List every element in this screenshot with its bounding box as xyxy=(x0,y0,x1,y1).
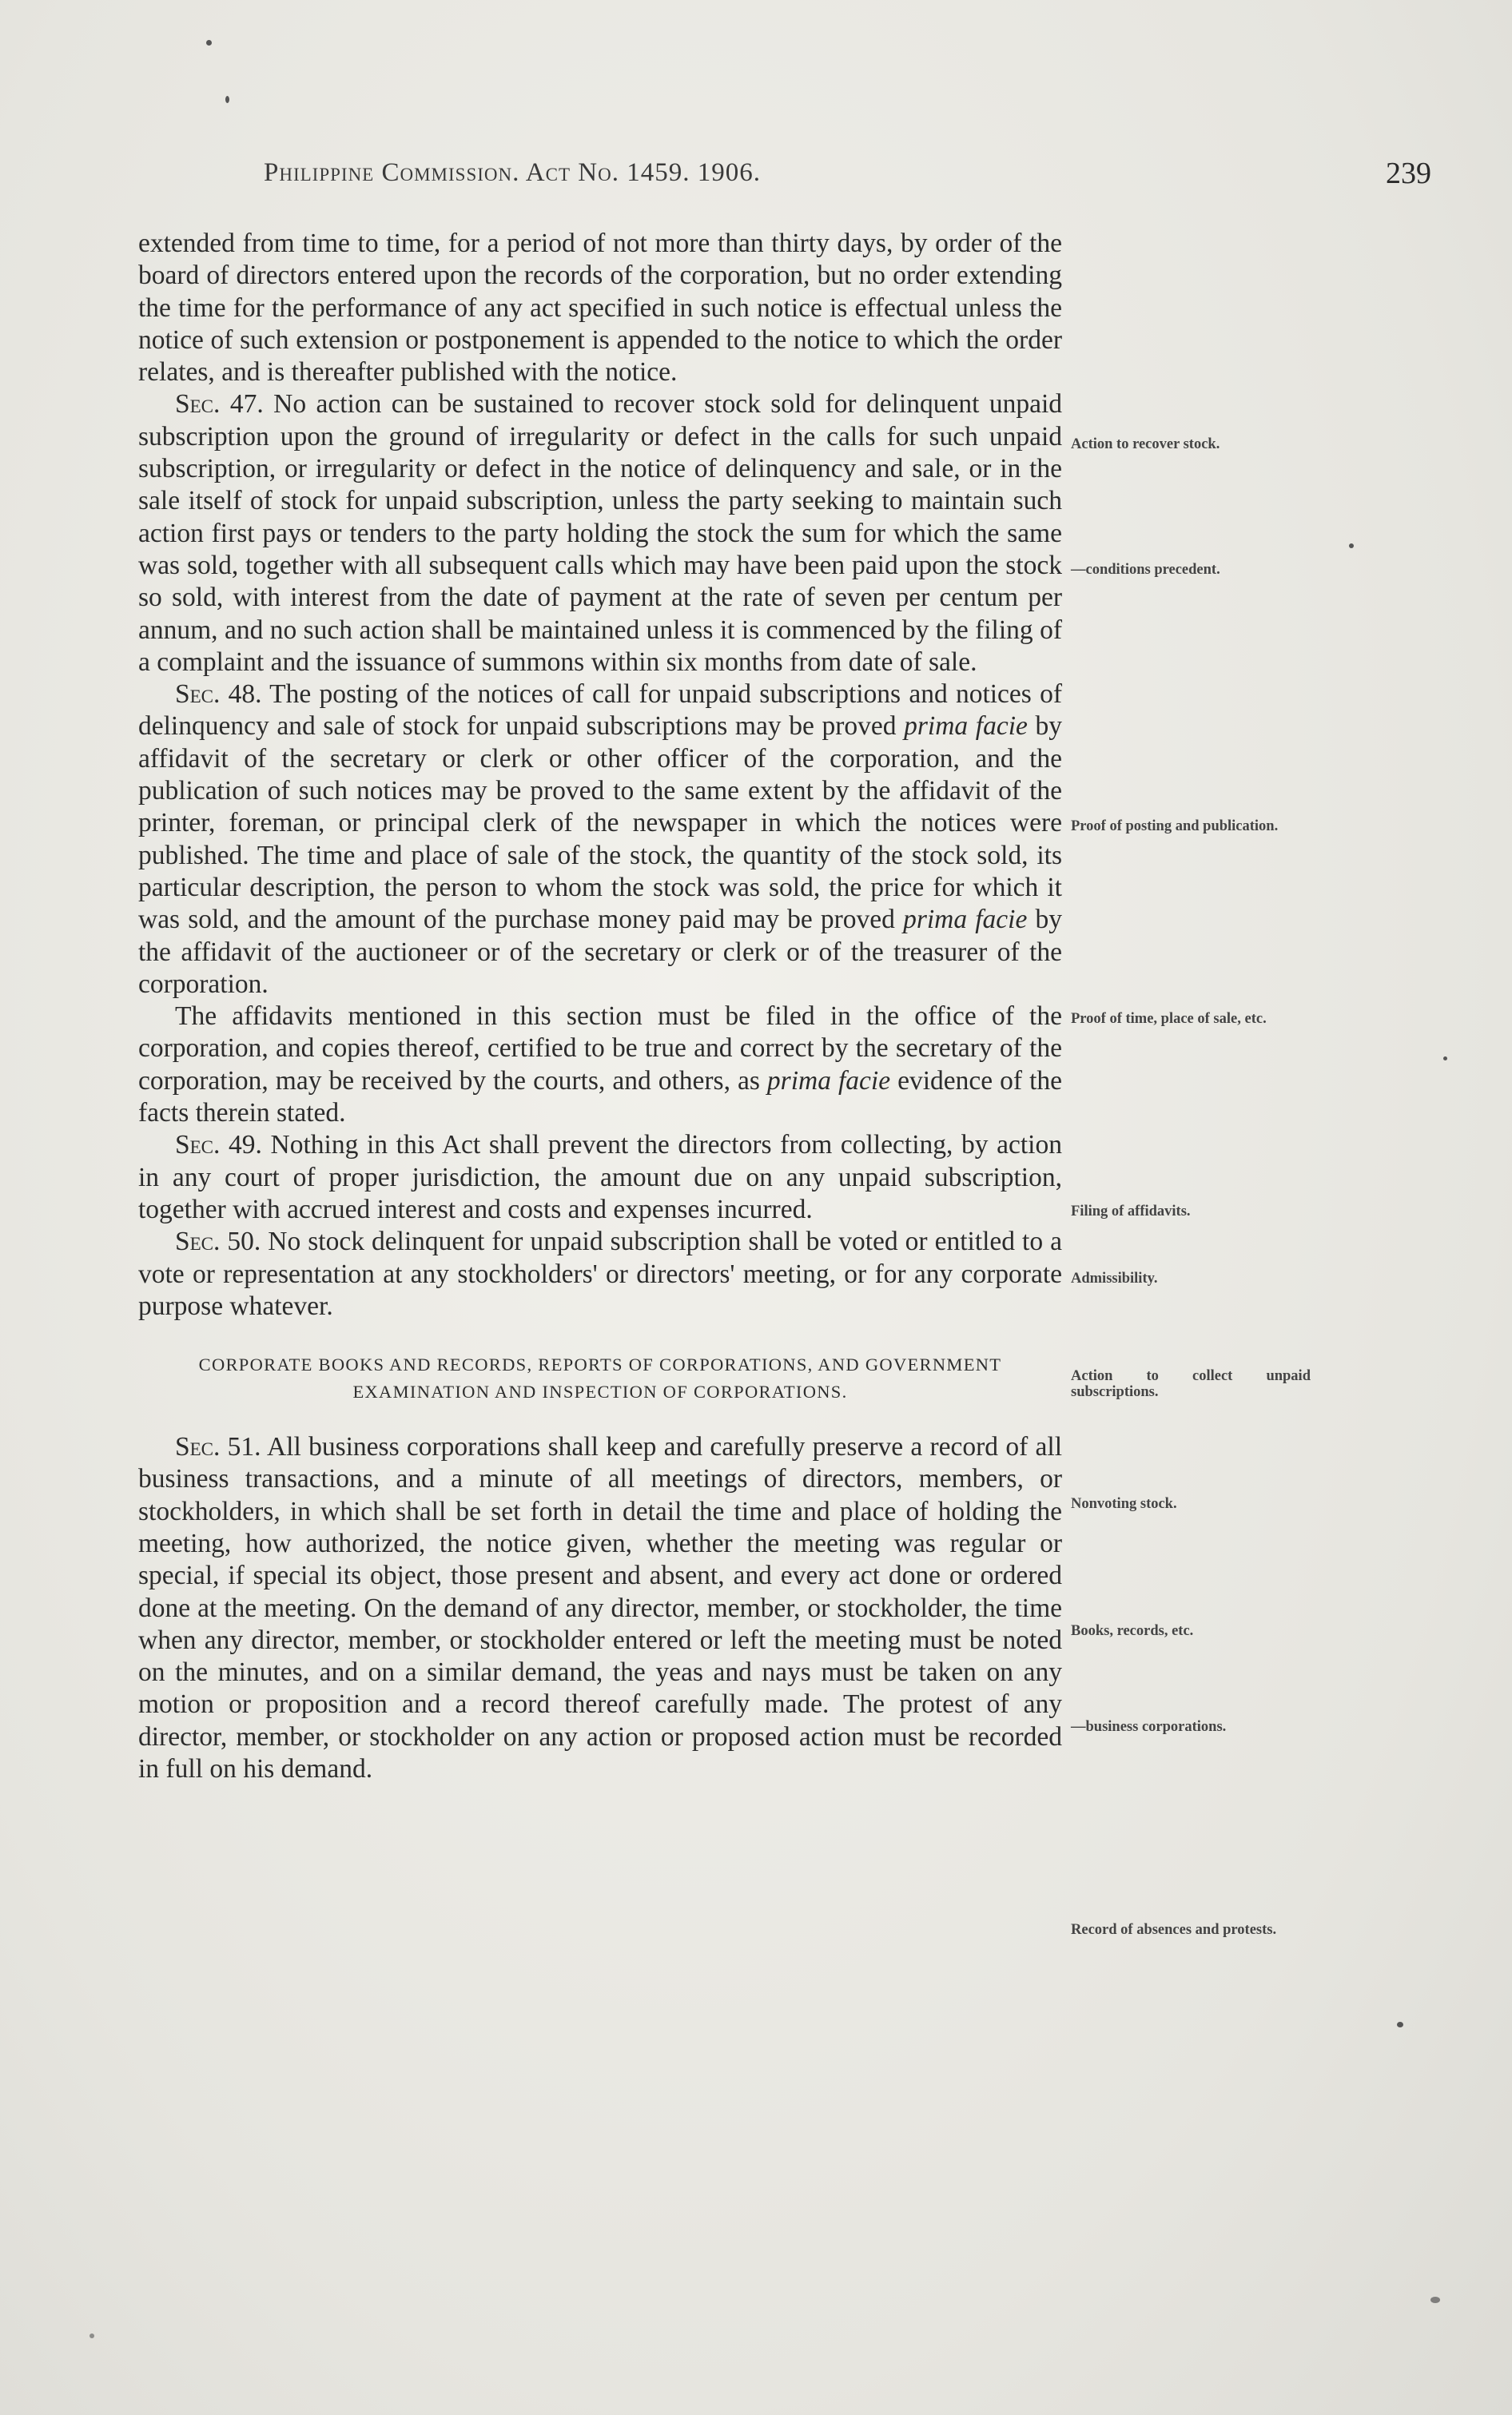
margin-note: —conditions precedent. xyxy=(1071,562,1220,578)
section-number: Sec. 49. xyxy=(175,1130,262,1160)
margin-note: Books, records, etc. xyxy=(1071,1623,1194,1639)
margin-note: Record of absences and protests. xyxy=(1071,1922,1277,1938)
margin-note: Action to collect unpaid subscriptions. xyxy=(1071,1368,1311,1400)
running-title: Philippine Commission. Act No. 1459. 1906. xyxy=(264,158,761,187)
section-number: Sec. 50. xyxy=(175,1227,261,1257)
body-text xyxy=(138,228,1062,1785)
section-text: The affidavits mentioned in this section must be filed in the office of the corporation, and copies thereof, certified to be true and correct by the secretary of the corporation, may be received by the courts, and others, as xyxy=(138,1001,1062,1096)
section-text: All business corporations shall keep and carefully preserve a record of all business transactions, and a minute of all meetings of directors, members, or stockholders, in which shall be set forth in detail the time and place of holding the meeting, how authorized, the notice given, whether the meeting was regular or special, if special its object, those present and absent, and every act done or ordered done at the meeting. On the demand of any director, member, or stockholder, the time when any director, member, or stockholder entered or left the meeting must be noted on the minutes, and on a similar demand, the yeas and nays must be taken on any motion or proposition and a record thereof carefully made. The protest of any director, member, or stockholder on any action or proposed action must be recorded in full on his demand. xyxy=(138,1432,1062,1784)
margin-note: Filing of affidavits. xyxy=(1071,1204,1191,1219)
section-number: Sec. 51. xyxy=(175,1432,261,1462)
margin-note: Admissibility. xyxy=(1071,1271,1158,1287)
section-text: No action can be sustained to recover stock sold for delinquent unpaid subscription upon the ground of irregularity or defect in the calls for such unpaid subscription, or irregularity or defect in the notice of delinquency and sale, or in the sale itself of stock for unpaid subscription, unless the party seeking to maintain such action first pays or tenders to the party holding the stock the sum for which the same was sold, together with all subsequent calls which may have been paid upon the stock so sold, with interest from the date of payment at the rate of seven per centum per annum, and no such action shall be maintained unless it is commenced by the filing of a complaint and the issuance of summons within six months from date of sale. xyxy=(138,389,1062,677)
section-number: Sec. 48. xyxy=(175,679,262,710)
paragraph-sec-51 xyxy=(138,1431,1062,1785)
section-text: No stock delinquent for unpaid subscription shall be voted or entitled to a vote or representation at any stockholders' or directors' meeting, or for any corporate purpose whatever. xyxy=(138,1227,1062,1321)
italic-term: prima facie xyxy=(904,711,1028,742)
margin-note: Nonvoting stock. xyxy=(1071,1496,1177,1512)
paper-speck xyxy=(90,2333,94,2338)
paragraph-continuation: extended from time to time, for a period of not more than thirty days, by order of the board of directors entered upon the records of the corporation, but no order extending the time for the performance of any act specified in such notice is effectual unless the notice of such extension or postponement is appended to the notice to which the order relates, and is thereafter published with the notice. xyxy=(138,229,1062,388)
section-text: by the affidavit of the auctioneer or of the secretary or clerk or of the treasurer of the corporation. xyxy=(138,905,1063,999)
section-text: by affidavit of the secretary or clerk or other officer of the corporation, and the publication of such notices may be proved to the same extent by the affidavit of the printer, foreman, or principal clerk of the newspaper in which the notices were published. The time and place of sale of the stock, the quantity of the stock sold, its particular description, the person to whom the stock was sold, the price for which it was sold, and the amount of the purchase money paid may be proved xyxy=(138,711,1063,935)
section-text: Nothing in this Act shall prevent the directors from collecting, by action in any court of proper jurisdiction, the amount due on any unpaid subscription, together with accrued interest and costs and expenses incurred. xyxy=(138,1130,1062,1224)
paper-speck xyxy=(1349,543,1354,548)
section-text: evidence of the facts therein stated. xyxy=(138,1065,1063,1128)
margin-note: Proof of posting and publication. xyxy=(1071,818,1279,834)
paper-speck xyxy=(1397,2022,1403,2027)
italic-term: prima facie xyxy=(766,1065,891,1096)
margin-note: —business corporations. xyxy=(1071,1719,1227,1735)
italic-term: prima facie xyxy=(903,905,1028,935)
paper-speck xyxy=(225,96,229,103)
paragraph-sec-47 xyxy=(138,388,1062,678)
paragraph-affidavits xyxy=(138,1001,1062,1129)
paragraph-sec-50 xyxy=(138,1226,1062,1323)
page-number: 239 xyxy=(1386,157,1431,190)
margin-note: Proof of time, place of sale, etc. xyxy=(1071,1011,1267,1027)
paper-speck xyxy=(1443,1056,1447,1060)
paragraph-sec-49 xyxy=(138,1129,1062,1226)
margin-note: Action to recover stock. xyxy=(1071,436,1220,452)
paper-speck xyxy=(206,40,212,46)
paper-speck xyxy=(1430,2297,1440,2303)
section-text: The posting of the notices of call for unpaid subscriptions and notices of delinquency and sale of stock for unpaid subscriptions may be proved xyxy=(138,679,1062,742)
paragraph-sec-48 xyxy=(138,678,1062,1001)
section-number: Sec. 47. xyxy=(175,389,264,420)
section-heading: CORPORATE BOOKS AND RECORDS, REPORTS OF CORPORATIONS, AND GOVERNMENT EXAMINATION AND INSPECTION OF CORPORATIONS. xyxy=(198,1355,1002,1402)
